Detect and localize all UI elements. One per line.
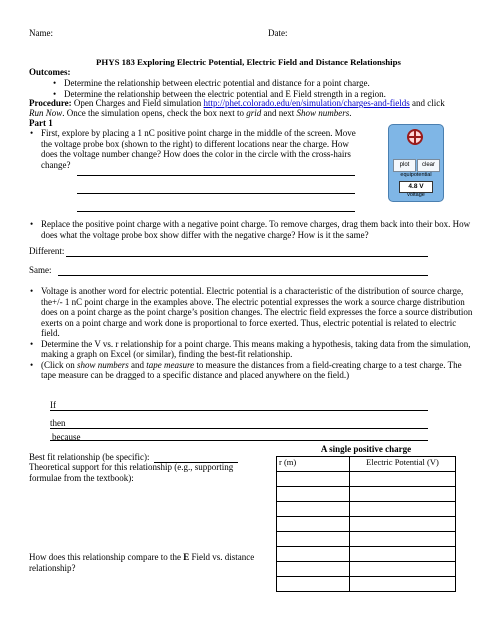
if-answer-line[interactable]	[50, 410, 428, 411]
procedure-text-4: .	[349, 108, 352, 118]
clear-button: clear	[417, 159, 440, 172]
show-numbers-text: Show numbers	[296, 108, 350, 118]
compare-text: How does this relationship compare to the	[29, 552, 184, 562]
table-title: A single positive charge	[277, 444, 456, 456]
part1-bullet-2: • Replace the positive point charge with a negative point charge. To remove charges, drag them back into their box. How does what the voltage probe box show differ with the negative charge? How is it the same?	[29, 219, 474, 240]
table-cell[interactable]	[350, 486, 456, 501]
column-header: r (m)	[277, 456, 350, 471]
voltage-label: voltage	[407, 192, 425, 198]
procedure-label: Procedure:	[29, 98, 72, 108]
procedure-text-2: . Once the simulation opens, check the box next to	[62, 108, 247, 118]
table-cell[interactable]	[277, 561, 350, 576]
table-row	[277, 531, 456, 546]
column-header: Electric Potential (V)	[350, 456, 456, 471]
show-numbers-text: show numbers	[77, 359, 129, 370]
procedure-text: Open Charges and Field simulation	[71, 98, 204, 108]
then-label: then	[50, 418, 66, 428]
table-row	[277, 561, 456, 576]
because-label: because	[52, 432, 81, 442]
answer-line[interactable]	[77, 211, 355, 212]
table-body	[277, 456, 456, 591]
answer-line[interactable]	[77, 193, 355, 194]
table-cell[interactable]	[350, 576, 456, 591]
part1-list-c	[29, 286, 474, 381]
different-label: Different:	[29, 246, 65, 256]
then-answer-line[interactable]	[50, 428, 428, 429]
compare-bold: E	[183, 552, 190, 562]
because-answer-line[interactable]	[50, 440, 428, 441]
procedure-text-3: and next	[261, 108, 297, 118]
part1-bullet-1: • First, explore by placing a 1 nC positive point charge in the middle of the screen. Move the voltage probe box (shown to the right) to different locations near the charge. How does the voltage number change? How does the color in the circle with the cross-hairs change?	[29, 128, 364, 170]
answer-line[interactable]	[77, 175, 355, 176]
table-header-row	[277, 456, 456, 471]
table-cell[interactable]	[350, 501, 456, 516]
table-row	[277, 501, 456, 516]
table-cell[interactable]	[277, 516, 350, 531]
part1-list-b	[29, 219, 474, 240]
date-label: Date:	[268, 28, 288, 38]
table-cell[interactable]	[350, 516, 456, 531]
part1-list-a	[29, 128, 364, 170]
best-fit-label: Best fit relationship (be specific):	[29, 452, 150, 462]
same-label: Same:	[29, 265, 52, 275]
compare-label	[29, 552, 264, 573]
run-now-text: Run Now	[29, 108, 63, 118]
table-row	[277, 576, 456, 591]
part1-label: Part 1	[29, 118, 53, 128]
table-cell[interactable]	[277, 501, 350, 516]
table-cell[interactable]	[277, 471, 350, 486]
bullet5-rest: to measure the distances from a field-creating charge to a test charge. The tape measure can be dragged to a specific distance and placed anywhere on the field.)	[41, 359, 462, 380]
name-label: Name:	[29, 28, 53, 38]
table-cell[interactable]	[350, 561, 456, 576]
outcome-item: • Determine the relationship between the electric potential and E Field strength in a region.	[52, 89, 472, 100]
page-title: PHYS 183 Exploring Electric Potential, Electric Field and Distance Relationships	[96, 57, 401, 67]
table-cell[interactable]	[277, 576, 350, 591]
table-cell[interactable]	[350, 471, 456, 486]
table-cell[interactable]	[277, 486, 350, 501]
equipotential-label: equipotential	[400, 172, 432, 178]
voltage-probe-box	[388, 124, 444, 202]
bullet5-text: (Click on	[41, 359, 77, 370]
bullet5-and: and	[128, 359, 147, 370]
tape-measure-text: tape measure	[146, 359, 195, 370]
outcomes-list	[52, 78, 472, 99]
table-row	[277, 471, 456, 486]
procedure-line-2	[29, 108, 474, 119]
table-cell[interactable]	[350, 546, 456, 561]
table-row	[277, 546, 456, 561]
procedure-text-end: and click	[409, 98, 445, 108]
phet-link[interactable]: http://phet.colorado.edu/en/simulation/charges-and-fields	[203, 98, 410, 108]
procedure-line	[29, 98, 474, 109]
plot-button: plot	[393, 159, 416, 172]
table-row	[277, 516, 456, 531]
part1-bullet-4: • Determine the V vs. r relationship for a point charge. This means making a hypothesis, taking data from the simulation, making a graph on Excel (or similar), finding the best-fit relationship.	[29, 339, 474, 360]
outcome-item: • Determine the relationship between electric potential and distance for a point charge.	[52, 78, 472, 89]
theory-label: Theoretical support for this relationship (e.g., supporting formulae from the textbook):	[29, 462, 234, 483]
table-cell[interactable]	[277, 546, 350, 561]
crosshair-icon	[407, 129, 423, 145]
if-label: If	[50, 400, 56, 410]
part1-bullet-5	[29, 360, 474, 381]
different-answer-line[interactable]	[66, 256, 428, 257]
part1-bullet-3: • Voltage is another word for electric potential. Electric potential is a characteristic of the distribution of source charge, the+/- 1 nC point charge in the examples above. The electric potential expresses the work a source charge distribution does on a point charge as the point charge’s position changes. The electric field expresses the force a source distribution exerts on a point charge and work done is proportional to force exerted. Thus, electric potential is related to electric field.	[29, 286, 474, 339]
table-cell[interactable]	[277, 531, 350, 546]
outcomes-label: Outcomes:	[29, 67, 71, 77]
grid-text: grid	[246, 108, 262, 118]
compare-text-end: Field vs. distance relationship?	[29, 552, 255, 573]
data-table	[276, 444, 456, 592]
table-cell[interactable]	[350, 531, 456, 546]
table-row	[277, 486, 456, 501]
voltage-readout: 4.8 V	[399, 181, 433, 193]
same-answer-line[interactable]	[58, 275, 428, 276]
